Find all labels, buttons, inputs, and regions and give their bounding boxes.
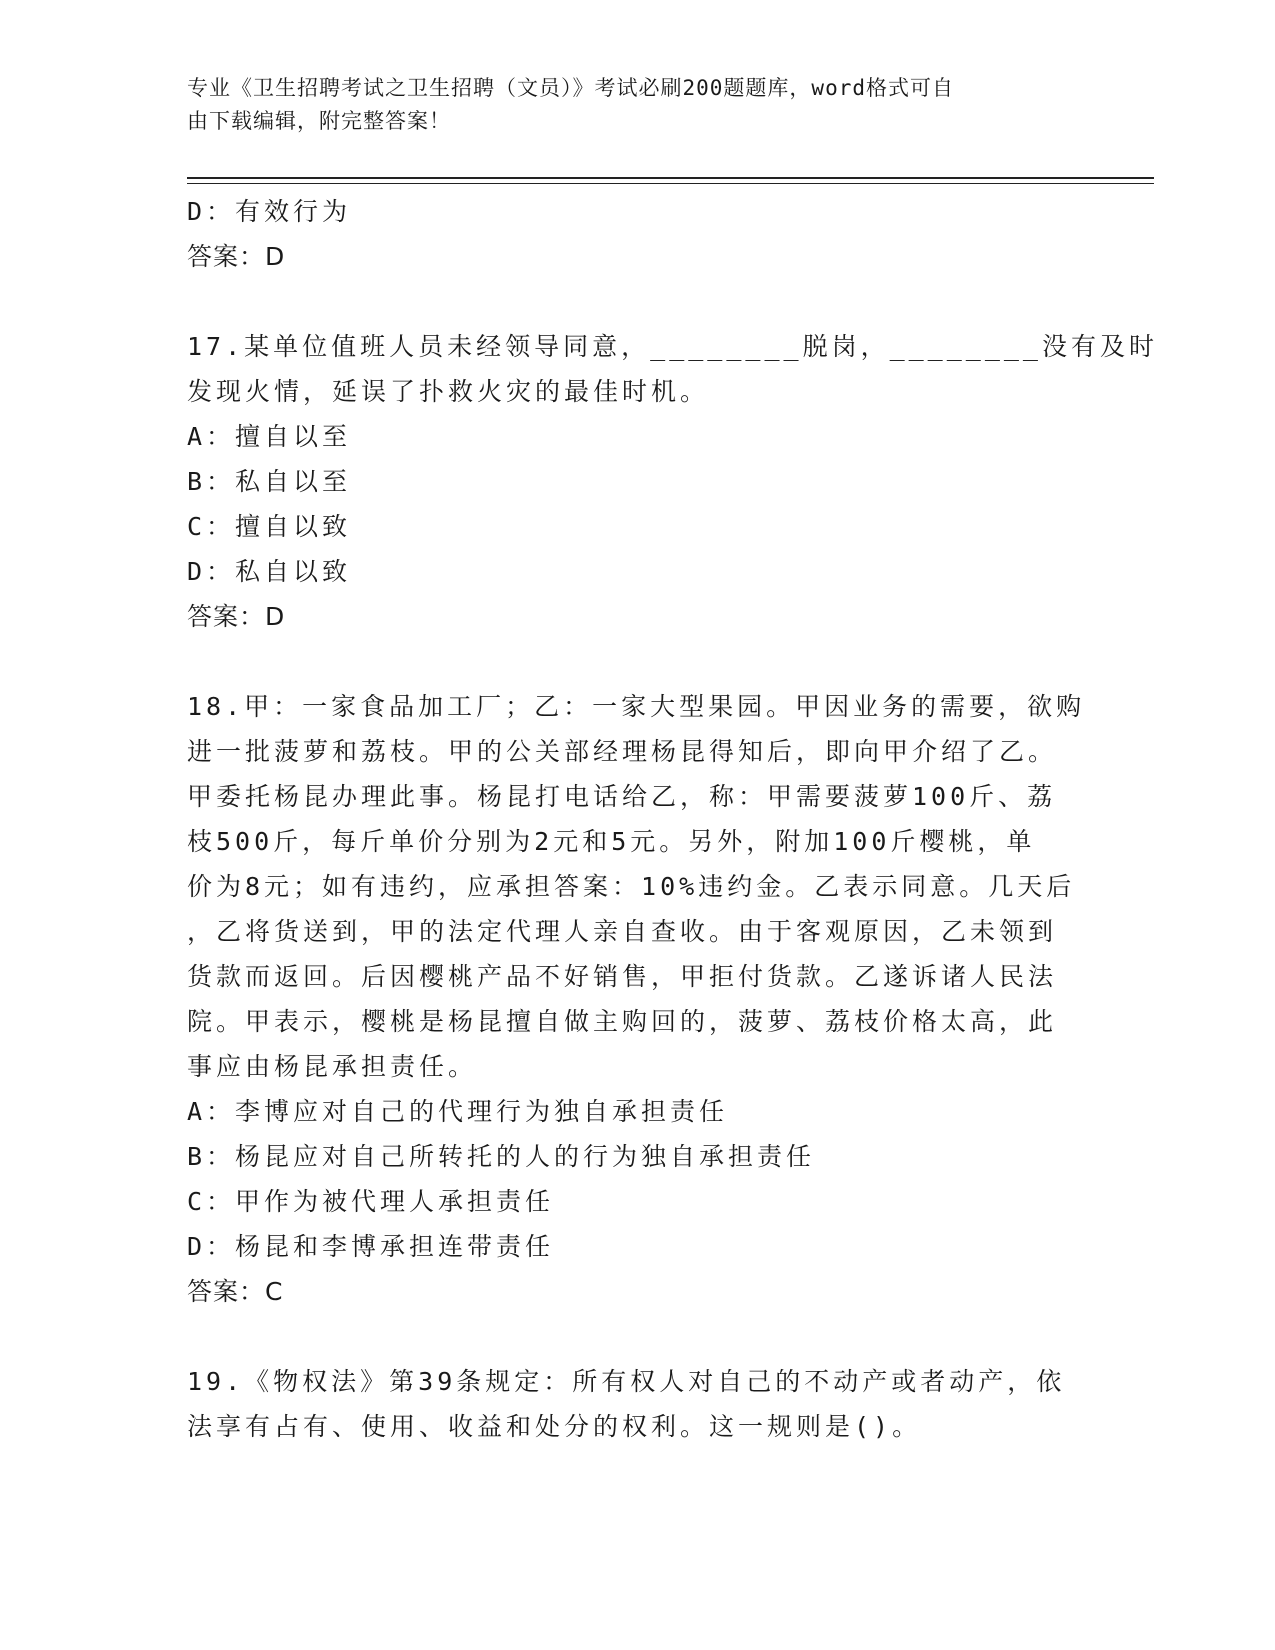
question-text-line: 事应由杨昆承担责任。 [187,1052,478,1081]
option-a: A：擅自以至 [187,422,352,451]
spacer [187,279,1087,324]
question-text-line: ，乙将货送到，甲的法定代理人亲自查收。由于客观原因，乙未领到 [187,917,1058,946]
option-c: C：擅自以致 [187,512,352,541]
option-b: B：私自以至 [187,467,352,496]
question-19 [187,1359,1087,1449]
header-divider-thick [187,177,1154,179]
question-18 [187,684,1087,1314]
question-text-line: 18.甲：一家食品加工厂；乙：一家大型果园。甲因业务的需要，欲购 [187,692,1086,721]
question-text-line: 发现火情，延误了扑救火灾的最佳时机。 [187,377,710,406]
spacer [187,639,1087,684]
question-17 [187,324,1158,639]
answer-line: 答案：C [187,1277,284,1306]
option-c: C：甲作为被代理人承担责任 [187,1187,555,1216]
question-16-tail [187,189,1087,279]
question-text-line: 枝500斤，每斤单价分别为2元和5元。另外，附加100斤樱桃，单 [187,827,1036,856]
answer-line: 答案：D [187,602,286,631]
option-d: D：杨昆和李博承担连带责任 [187,1232,555,1261]
question-text-line: 价为8元；如有违约，应承担答案：10%违约金。乙表示同意。几天后 [187,872,1076,901]
question-text-line: 进一批菠萝和荔枝。甲的公关部经理杨昆得知后，即向甲介绍了乙。 [187,737,1058,766]
question-text-line: 19.《物权法》第39条规定：所有权人对自己的不动产或者动产，依 [187,1367,1066,1396]
question-text-line: 17.某单位值班人员未经领导同意，________脱岗，________没有及时 [187,332,1158,361]
document-header [187,72,1087,138]
document-body [187,189,1158,1449]
question-text-line: 院。甲表示，樱桃是杨昆擅自做主购回的，菠萝、荔枝价格太高，此 [187,1007,1058,1036]
option-a: A：李博应对自己的代理行为独自承担责任 [187,1097,729,1126]
option-d: D：私自以致 [187,557,352,586]
question-text-line: 法享有占有、使用、收益和处分的权利。这一规则是()。 [187,1412,922,1441]
option-d: D：有效行为 [187,197,352,226]
header-line-2: 由下载编辑，附完整答案！ [187,109,451,133]
option-b: B：杨昆应对自己所转托的人的行为独自承担责任 [187,1142,816,1171]
answer-line: 答案：D [187,242,286,271]
header-line-1: 专业《卫生招聘考试之卫生招聘（文员）》考试必刷200题题库，word格式可自 [187,76,954,100]
spacer [187,1314,1087,1359]
question-text-line: 货款而返回。后因樱桃产品不好销售，甲拒付货款。乙遂诉诸人民法 [187,962,1058,991]
header-divider-thin [187,183,1154,184]
question-text-line: 甲委托杨昆办理此事。杨昆打电话给乙，称：甲需要菠萝100斤、荔 [187,782,1057,811]
